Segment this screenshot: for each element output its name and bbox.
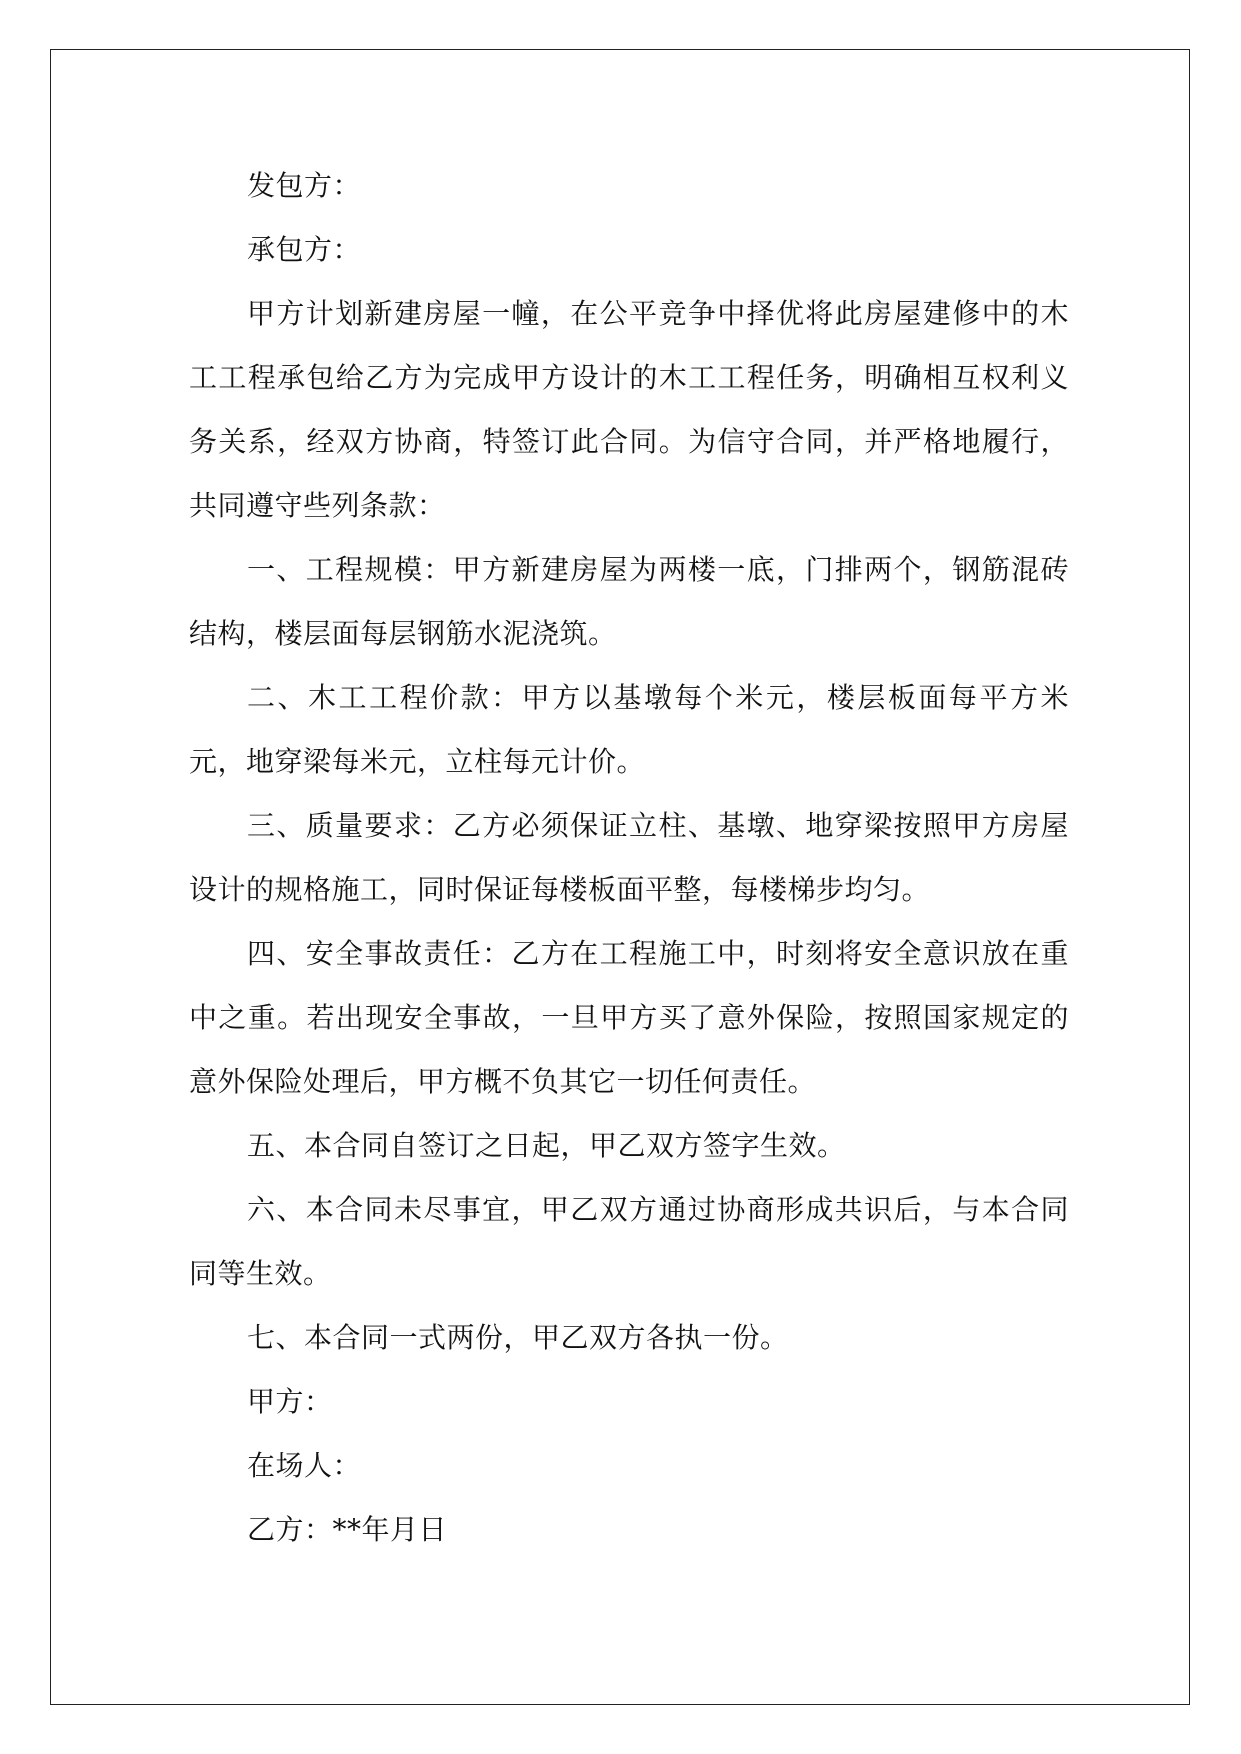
clause-2-price: 二、木工工程价款：甲方以基墩每个米元，楼层板面每平方米元，地穿梁每米元，立柱每元计价。 xyxy=(189,681,1069,778)
clause-4-safety: 四、安全事故责任：乙方在工程施工中，时刻将安全意识放在重中之重。若出现安全事故，一旦甲方买了意外保险，按照国家规定的意外保险处理后，甲方概不负其它一切任何责任。 xyxy=(189,937,1069,1098)
witness-signature: 在场人： xyxy=(247,1449,362,1482)
clause-6-unresolved: 六、本合同未尽事宜，甲乙双方通过协商形成共识后，与本合同同等生效。 xyxy=(189,1193,1069,1290)
clause-5-effective: 五、本合同自签订之日起，甲乙双方签字生效。 xyxy=(247,1129,846,1162)
party-a-signature: 甲方： xyxy=(247,1385,333,1418)
document-body xyxy=(189,154,1069,1562)
clause-7-copies: 七、本合同一式两份，甲乙双方各执一份。 xyxy=(247,1321,789,1354)
clause-1-scale: 一、工程规模：甲方新建房屋为两楼一底，门排两个，钢筋混砖结构，楼层面每层钢筋水泥浇筑。 xyxy=(189,553,1069,650)
intro-paragraph: 甲方计划新建房屋一幢，在公平竞争中择优将此房屋建修中的木工工程承包给乙方为完成甲方设计的木工工程任务，明确相互权利义务关系，经双方协商，特签订此合同。为信守合同，并严格地履行，共同遵守些列条款： xyxy=(189,297,1069,522)
clause-3-quality: 三、质量要求：乙方必须保证立柱、基墩、地穿梁按照甲方房屋设计的规格施工，同时保证每楼板面平整，每楼梯步均匀。 xyxy=(189,809,1069,906)
contractor-receiver-line: 承包方： xyxy=(247,233,362,266)
party-b-signature-date: 乙方：**年月日 xyxy=(247,1513,448,1546)
contractor-issuer-line: 发包方： xyxy=(247,169,362,202)
